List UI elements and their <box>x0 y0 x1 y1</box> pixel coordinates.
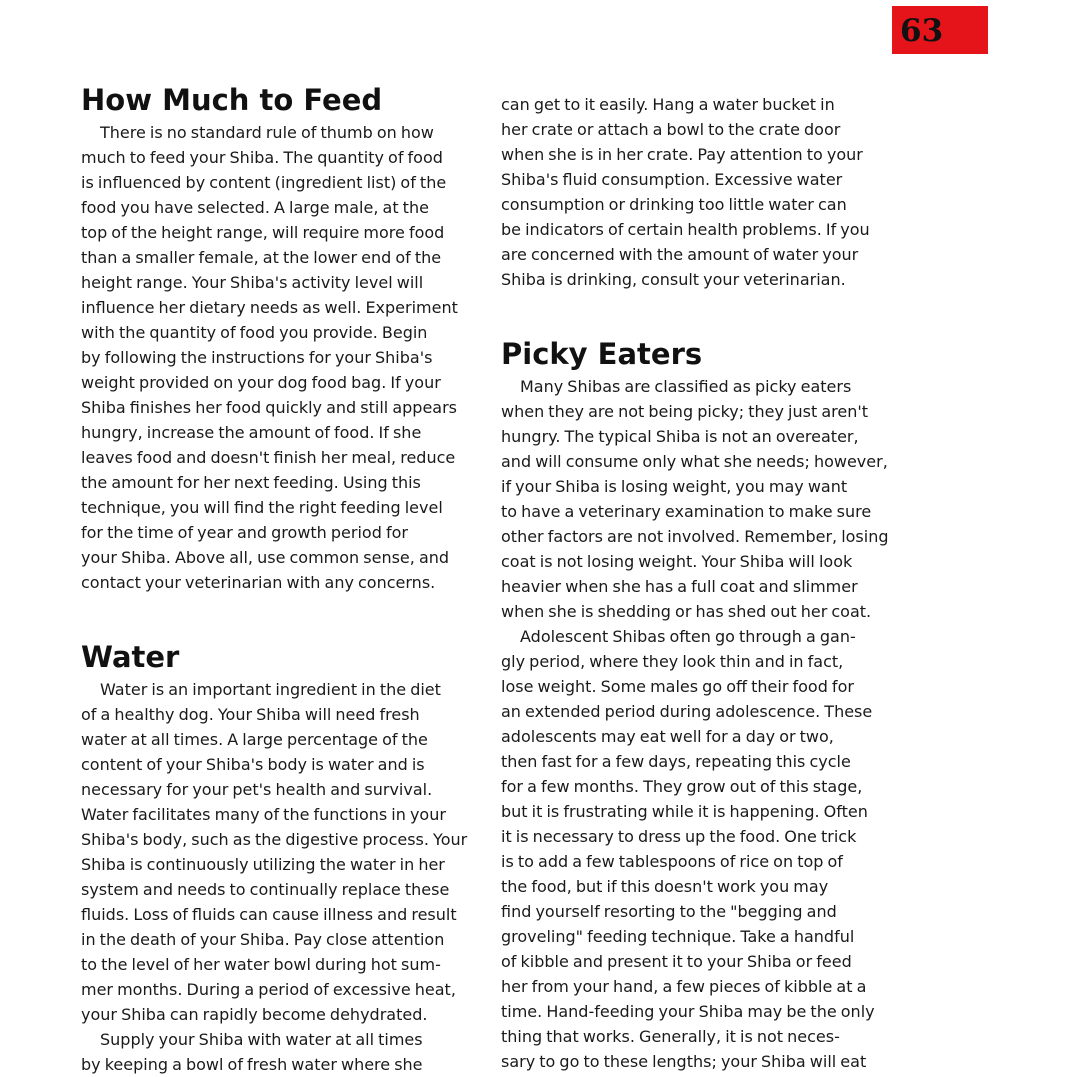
text-line: weight provided on your dog food bag. If your <box>81 373 441 392</box>
text-line: Water is an important ingredient in the diet <box>100 680 441 699</box>
text-line: thing that works. Generally, it is not neces- <box>501 1027 840 1046</box>
text-line: influence her dietary needs as well. Experiment <box>81 298 458 317</box>
text-line: Shiba is continuously utilizing the water in her <box>81 855 445 874</box>
text-line: for a few months. They grow out of this stage, <box>501 777 863 796</box>
text-line: food you have selected. A large male, at the <box>81 198 429 217</box>
text-line: it is necessary to dress up the food. One trick <box>501 827 857 846</box>
heading-water: Water <box>81 640 180 674</box>
text-line: Shiba's fluid consumption. Excessive water <box>501 170 843 189</box>
text-line: but it is frustrating while it is happening. Often <box>501 802 868 821</box>
text-line: are concerned with the amount of water your <box>501 245 859 264</box>
text-line: is to add a few tablespoons of rice on top of <box>501 852 843 871</box>
text-line: Water facilitates many of the functions in your <box>81 805 446 824</box>
text-line: height range. Your Shiba's activity level will <box>81 273 424 292</box>
text-line: by following the instructions for your Shiba's <box>81 348 433 367</box>
text-line: an extended period during adolescence. These <box>501 702 873 721</box>
text-line: time. Hand-feeding your Shiba may be the only <box>501 1002 875 1021</box>
paragraph-picky-2 <box>501 624 885 1074</box>
text-line: to have a veterinary examination to make sure <box>501 502 872 521</box>
text-line: than a smaller female, at the lower end of the <box>81 248 442 267</box>
heading-picky-eaters: Picky Eaters <box>501 337 703 371</box>
text-line: Shiba's body, such as the digestive process. Your <box>81 830 468 849</box>
text-line: if your Shiba is losing weight, you may want <box>501 477 848 496</box>
text-line: adolescents may eat well for a day or two, <box>501 727 834 746</box>
text-line: much to feed your Shiba. The quantity of food <box>81 148 443 167</box>
text-line: when she is shedding or has shed out her coat. <box>501 602 872 621</box>
text-line: by keeping a bowl of fresh water where she <box>81 1055 423 1074</box>
text-line: mer months. During a period of excessive heat, <box>81 980 456 999</box>
text-line: and will consume only what she needs; however, <box>501 452 888 471</box>
text-line: sary to go to these lengths; your Shiba will eat <box>501 1052 867 1071</box>
text-line: water at all times. A large percentage of the <box>81 730 428 749</box>
text-line: consumption or drinking too little water can <box>501 195 847 214</box>
text-line: heavier when she has a full coat and slimmer <box>501 577 858 596</box>
text-line: when they are not being picky; they just aren't <box>501 402 869 421</box>
left-column <box>81 80 468 1077</box>
text-line: top of the height range, will require more food <box>81 223 445 242</box>
text-line: leaves food and doesn't finish her meal, reduce <box>81 448 456 467</box>
text-line: with the quantity of food you provide. Begin <box>81 323 428 342</box>
text-line: her from your hand, a few pieces of kibble at a <box>501 977 867 996</box>
paragraph-how-much-to-feed <box>81 120 465 595</box>
text-line: Shiba finishes her food quickly and still appears <box>81 398 457 417</box>
text-line: of kibble and present it to your Shiba or feed <box>501 952 852 971</box>
paragraph-water-1 <box>81 677 468 1027</box>
text-line: hungry, increase the amount of food. If she <box>81 423 422 442</box>
text-line: to the level of her water bowl during hot sum- <box>81 955 441 974</box>
text-line: lose weight. Some males go off their food for <box>501 677 854 696</box>
text-line: system and needs to continually replace these <box>81 880 450 899</box>
text-line: your Shiba can rapidly become dehydrated. <box>81 1005 428 1024</box>
text-line: gly period, where they look thin and in fact, <box>501 652 844 671</box>
text-line: groveling" feeding technique. Take a handful <box>501 927 855 946</box>
paragraph-picky-1 <box>501 374 889 624</box>
text-line: in the death of your Shiba. Pay close attention <box>81 930 445 949</box>
paragraph-water-2 <box>81 1027 465 1077</box>
text-line: your Shiba. Above all, use common sense, and <box>81 548 450 567</box>
text-line: Supply your Shiba with water at all times <box>100 1030 423 1049</box>
text-line: when she is in her crate. Pay attention to your <box>501 145 863 164</box>
text-line: the amount for her next feeding. Using this <box>81 473 421 492</box>
text-line: be indicators of certain health problems. If you <box>501 220 870 239</box>
text-line: coat is not losing weight. Your Shiba will look <box>501 552 853 571</box>
text-line: Adolescent Shibas often go through a gan- <box>520 627 856 646</box>
page-number: 63 <box>892 6 988 54</box>
text-line: for the time of year and growth period for <box>81 523 408 542</box>
text-line: is influenced by content (ingredient list) of the <box>81 173 447 192</box>
text-line: can get to it easily. Hang a water bucket in <box>501 95 835 114</box>
text-line: necessary for your pet's health and survival. <box>81 780 433 799</box>
text-line: There is no standard rule of thumb on how <box>100 123 434 142</box>
text-line: Many Shibas are classified as picky eaters <box>520 377 852 396</box>
text-line: of a healthy dog. Your Shiba will need fresh <box>81 705 420 724</box>
text-line: find yourself resorting to the "begging and <box>501 902 837 921</box>
right-column <box>501 92 889 1074</box>
text-line: then fast for a few days, repeating this cycle <box>501 752 851 771</box>
text-line: the food, but if this doesn't work you may <box>501 877 829 896</box>
heading-how-much-to-feed: How Much to Feed <box>81 83 383 117</box>
text-line: technique, you will find the right feeding level <box>81 498 443 517</box>
text-line: other factors are not involved. Remember, losing <box>501 527 889 546</box>
text-line: content of your Shiba's body is water and is <box>81 755 425 774</box>
paragraph-water-continued <box>501 92 885 292</box>
text-line: contact your veterinarian with any concerns. <box>81 573 436 592</box>
text-line: hungry. The typical Shiba is not an overeater, <box>501 427 859 446</box>
text-line: her crate or attach a bowl to the crate door <box>501 120 841 139</box>
text-line: Shiba is drinking, consult your veterinarian. <box>501 270 846 289</box>
text-line: fluids. Loss of fluids can cause illness and result <box>81 905 457 924</box>
